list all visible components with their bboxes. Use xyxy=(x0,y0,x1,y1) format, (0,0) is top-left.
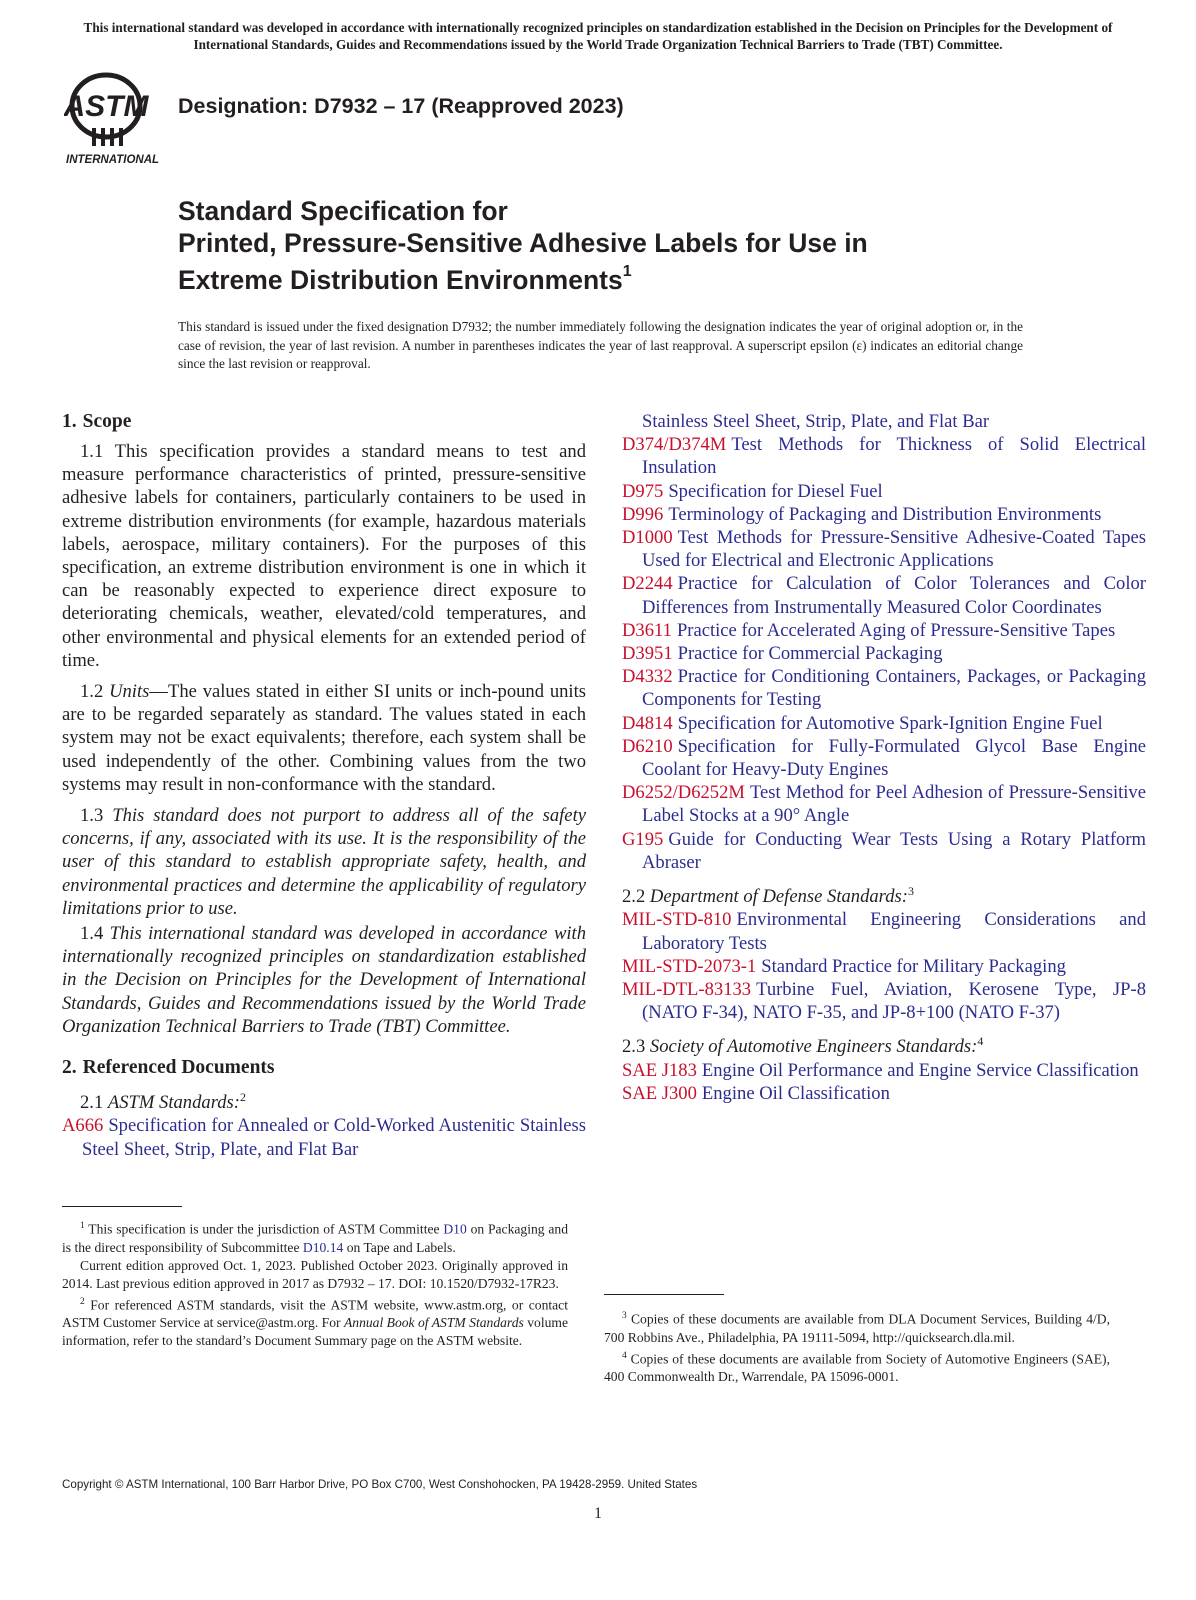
footnote-3-mark: 3 xyxy=(622,1311,627,1321)
reference-item[interactable] xyxy=(622,828,1146,874)
paragraph-1-3-number: 1.3 xyxy=(80,805,104,827)
subsection-2-3 xyxy=(622,1030,1146,1058)
reference-item[interactable] xyxy=(622,781,1146,827)
footnote-1-text xyxy=(62,1217,568,1257)
footnote-rule xyxy=(62,1206,182,1207)
subsection-2-2-footnote-mark: 3 xyxy=(907,884,914,899)
reference-title[interactable]: Specification for Fully-Formulated Glycol Base Engine Coolant for Heavy-Duty Engines xyxy=(642,735,1146,781)
paragraph-1-2 xyxy=(62,680,586,796)
footnote-1 xyxy=(62,1217,568,1350)
paragraph-1-4-text: This international standard was developed in accordance with internationally recognized principles on standardization established in the Decision on Principles for the Development of International Standards, Guides and Recommendations issued by the World Trade Organization Technical Barriers to Trade (TBT) Committee. xyxy=(62,923,586,1037)
reference-code[interactable]: D3951 xyxy=(622,643,673,665)
issue-note: This standard is issued under the fixed designation D7932; the number immediately following the designation indicates the year of original adoption or, in the case of revision, the year of last revision. A number in parentheses indicates the year of last reapproval. A superscript epsilon (ε) indicates an editorial change since the last revision or reapproval. xyxy=(178,319,1023,372)
footnote-4-text: Copies of these documents are available from Society of Automotive Engineers (SAE), 400 Commonwealth Dr., Warrendale, PA 15096-0001. xyxy=(604,1351,1110,1385)
paragraph-1-3-text: This standard does not purport to address all of the safety concerns, if any, associated with its use. It is the responsibility of the user of this standard to establish appropriate safety, health, and environmental practices and determine the applicability of regulatory limitations prior to use. xyxy=(62,805,586,919)
subsection-2-3-number: 2.3 xyxy=(622,1036,646,1058)
subsection-2-3-label: Society of Automotive Engineers Standards: xyxy=(649,1036,978,1058)
title-footnote-mark: 1 xyxy=(622,263,632,280)
reference-title[interactable]: Engine Oil Classification xyxy=(701,1083,890,1105)
reference-title[interactable]: Engine Oil Performance and Engine Service Classification xyxy=(701,1059,1139,1081)
reference-title[interactable]: Practice for Calculation of Color Tolerances and Color Differences from Instrumentally Measured Color Coordinates xyxy=(642,573,1146,618)
reference-title[interactable]: Environmental Engineering Considerations and Laboratory Tests xyxy=(642,909,1146,954)
footnote-1-part-c: on Tape and Labels. xyxy=(346,1239,456,1255)
reference-a666-continued[interactable]: Stainless Steel Sheet, Strip, Plate, and Flat Bar xyxy=(642,411,990,432)
reference-title[interactable]: Practice for Accelerated Aging of Pressure-Sensitive Tapes xyxy=(676,619,1116,641)
subcommittee-link[interactable]: D10.14 xyxy=(302,1239,344,1255)
reference-item[interactable] xyxy=(622,480,1146,503)
footnote-1-mark: 1 xyxy=(80,1221,85,1231)
reference-code[interactable]: G195 xyxy=(622,828,664,850)
reference-code[interactable]: D975 xyxy=(622,480,664,502)
dod-reference-list xyxy=(622,908,1146,1024)
astm-logo-icon xyxy=(64,70,166,166)
paragraph-1-4 xyxy=(62,922,586,1038)
reference-code[interactable]: D4814 xyxy=(622,712,673,734)
title-line-2: Printed, Pressure-Sensitive Adhesive Labels for Use in xyxy=(178,228,868,258)
logo-subtext: INTERNATIONAL xyxy=(66,154,160,166)
reference-title[interactable]: Test Methods for Thickness of Solid Electrical Insulation xyxy=(642,434,1146,479)
footnote-2-text xyxy=(62,1293,568,1351)
reference-item[interactable] xyxy=(622,1059,1146,1082)
subsection-2-1-number: 2.1 xyxy=(80,1092,104,1114)
subsection-2-1-label: ASTM Standards: xyxy=(107,1092,240,1114)
footnote-1-part-a: This specification is under the jurisdiction of ASTM Committee xyxy=(88,1221,440,1237)
paragraph-1-2-label: Units xyxy=(109,681,150,703)
reference-title[interactable]: Guide for Conducting Wear Tests Using a Rotary Platform Abraser xyxy=(642,828,1146,873)
page-number: 1 xyxy=(594,1505,602,1522)
reference-item[interactable] xyxy=(622,572,1146,618)
reference-code[interactable]: D2244 xyxy=(622,573,673,595)
reference-item[interactable] xyxy=(622,619,1146,642)
title-line-3-text: Extreme Distribution Environments xyxy=(178,264,623,295)
reference-title[interactable]: Specification for Diesel Fuel xyxy=(668,480,883,502)
reference-item[interactable] xyxy=(622,908,1146,954)
tbt-notice: This international standard was developed in accordance with internationally recognized principles on standardization established in the Decision on Principles for the Development of International Standards, Guides and Recommendations issued by the World Trade Organization Technical Barriers to Trade (TBT) Committee. xyxy=(83,20,1113,52)
reference-code[interactable]: D3611 xyxy=(622,619,672,641)
reference-code[interactable]: D6252/D6252M xyxy=(622,782,745,804)
reference-code[interactable]: MIL-DTL-83133 xyxy=(622,979,752,1001)
subsection-2-1-footnote-mark: 2 xyxy=(239,1090,246,1105)
reference-code[interactable]: SAE J300 xyxy=(622,1083,697,1105)
reference-code[interactable]: SAE J183 xyxy=(622,1059,697,1081)
footnote-2-italic: Annual Book of ASTM Standards xyxy=(343,1315,524,1331)
reference-item[interactable] xyxy=(622,978,1146,1024)
reference-code[interactable]: D374/D374M xyxy=(622,434,727,456)
reference-code[interactable]: MIL-STD-810 xyxy=(622,909,732,931)
reference-item[interactable] xyxy=(622,735,1146,781)
reference-title[interactable]: Test Methods for Pressure-Sensitive Adhesive-Coated Tapes Used for Electrical and Electronic Applications xyxy=(642,527,1146,572)
reference-code[interactable]: MIL-STD-2073-1 xyxy=(622,955,757,977)
reference-code[interactable]: D6210 xyxy=(622,735,673,757)
designation: Designation: D7932 – 17 (Reapproved 2023) xyxy=(178,94,624,118)
left-footnotes xyxy=(62,1206,568,1350)
paragraph-1-1: 1.1 This specification provides a standard means to test and measure performance characteristics of printed, pressure-sensitive adhesive labels for containers, particularly containers to be used in extreme distribution environments (for example, hazardous materials labels, aerospace, military containers). For the purposes of this specification, an extreme distribution environment is one in which it can be reasonably expected to experience direct exposure to deteriorating chemicals, weather, elevated/cold temperatures, and other environmental and physical elements for an extended period of time. xyxy=(62,441,586,671)
reference-item[interactable] xyxy=(622,642,1146,665)
footnote-2-part-b: volume information, refer to the standard’s Document Summary page on the ASTM website. xyxy=(62,1315,568,1349)
reference-a666[interactable] xyxy=(62,1114,586,1160)
footnote-3-4 xyxy=(604,1307,1110,1386)
copyright: Copyright © ASTM International, 100 Barr Harbor Drive, PO Box C700, West Conshohocken, PA 19428-2959. United States xyxy=(62,1478,698,1491)
section-2-number: 2. xyxy=(62,1057,77,1079)
title-line-1: Standard Specification for xyxy=(178,196,508,226)
subsection-2-1 xyxy=(80,1086,586,1114)
subsection-2-2-label: Department of Defense Standards: xyxy=(649,886,908,908)
astm-reference-list xyxy=(622,433,1146,874)
reference-title[interactable]: Practice for Commercial Packaging xyxy=(677,643,943,665)
reference-title[interactable]: Specification for Automotive Spark-Ignition Engine Fuel xyxy=(677,712,1103,734)
reference-item[interactable] xyxy=(622,433,1146,479)
footnote-rule xyxy=(604,1294,724,1295)
footnote-3 xyxy=(604,1307,1110,1347)
reference-item[interactable] xyxy=(622,955,1146,978)
reference-code[interactable]: D4332 xyxy=(622,666,673,688)
section-1-number: 1. xyxy=(62,411,77,432)
reference-title[interactable]: Practice for Conditioning Containers, Packages, or Packaging Components for Testing xyxy=(642,666,1146,711)
section-2-heading xyxy=(62,1056,586,1080)
footnote-3-text: Copies of these documents are available from DLA Document Services, Building 4/D, 700 Robbins Ave., Philadelphia, PA 19111-5094, http://quicksearch.dla.mil. xyxy=(604,1311,1110,1345)
reference-item[interactable] xyxy=(622,665,1146,711)
paragraph-1-2-number: 1.2 xyxy=(80,681,104,703)
sae-reference-list xyxy=(622,1059,1146,1105)
reference-title[interactable]: Standard Practice for Military Packaging xyxy=(761,955,1066,977)
section-1-title: Scope xyxy=(82,411,132,432)
footnote-2-mark: 2 xyxy=(80,1296,85,1307)
section-2-title: Referenced Documents xyxy=(82,1057,275,1079)
reference-title[interactable]: Terminology of Packaging and Distribution Environments xyxy=(668,503,1102,525)
reference-item[interactable] xyxy=(622,1082,1146,1105)
subsection-2-2 xyxy=(622,880,1146,908)
reference-item[interactable] xyxy=(622,526,1146,572)
reference-code[interactable]: A666 xyxy=(62,1115,104,1137)
subsection-2-3-footnote-mark: 4 xyxy=(977,1034,984,1049)
footnote-4 xyxy=(604,1347,1110,1387)
footnote-2-part-a: For referenced ASTM standards, visit the ASTM website, www.astm.org, or contact ASTM Customer Service at service@astm.org. For xyxy=(62,1297,568,1331)
left-column xyxy=(62,410,586,1161)
reference-item[interactable] xyxy=(622,503,1146,526)
footnote-1-part-b: on Packaging and is the direct responsibility of Subcommittee xyxy=(62,1221,568,1255)
reference-code[interactable]: D1000 xyxy=(622,527,673,549)
astm-logo xyxy=(64,70,166,166)
right-footnotes xyxy=(604,1294,1110,1386)
paragraph-1-4-number: 1.4 xyxy=(80,923,104,945)
paragraph-1-3 xyxy=(62,804,586,920)
title-line-3 xyxy=(178,259,868,296)
footnote-1-edition: Current edition approved Oct. 1, 2023. Published October 2023. Originally approved in 2014. Last previous edition approved in 2017 as D7932 – 17. DOI: 10.1520/D7932-17R23. xyxy=(62,1257,568,1291)
section-1-heading xyxy=(62,410,586,434)
reference-item[interactable] xyxy=(622,712,1146,735)
logo-mark: ASTM xyxy=(64,90,149,123)
reference-title[interactable]: Specification for Annealed or Cold-Worked Austenitic Stainless Steel Sheet, Strip, Plate, and Flat Bar xyxy=(82,1115,586,1160)
right-column xyxy=(622,410,1146,1105)
subsection-2-2-number: 2.2 xyxy=(622,886,646,908)
reference-title[interactable]: Test Method for Peel Adhesion of Pressure-Sensitive Label Stocks at a 90° Angle xyxy=(642,782,1146,827)
reference-code[interactable]: D996 xyxy=(622,503,664,525)
paragraph-1-2-text: —The values stated in either SI units or inch-pound units are to be regarded separately as standard. The values stated in each system may not be exact equivalents; therefore, each system shall be used independently of the other. Combining values from the two systems may result in non-conformance with the standard. xyxy=(62,681,586,795)
document-title xyxy=(178,195,868,296)
footnote-4-mark: 4 xyxy=(622,1350,627,1361)
reference-title[interactable]: Turbine Fuel, Aviation, Kerosene Type, JP-8 (NATO F-34), NATO F-35, and JP-8+100 (NATO F-37) xyxy=(642,979,1146,1024)
committee-link[interactable]: D10 xyxy=(443,1221,467,1237)
